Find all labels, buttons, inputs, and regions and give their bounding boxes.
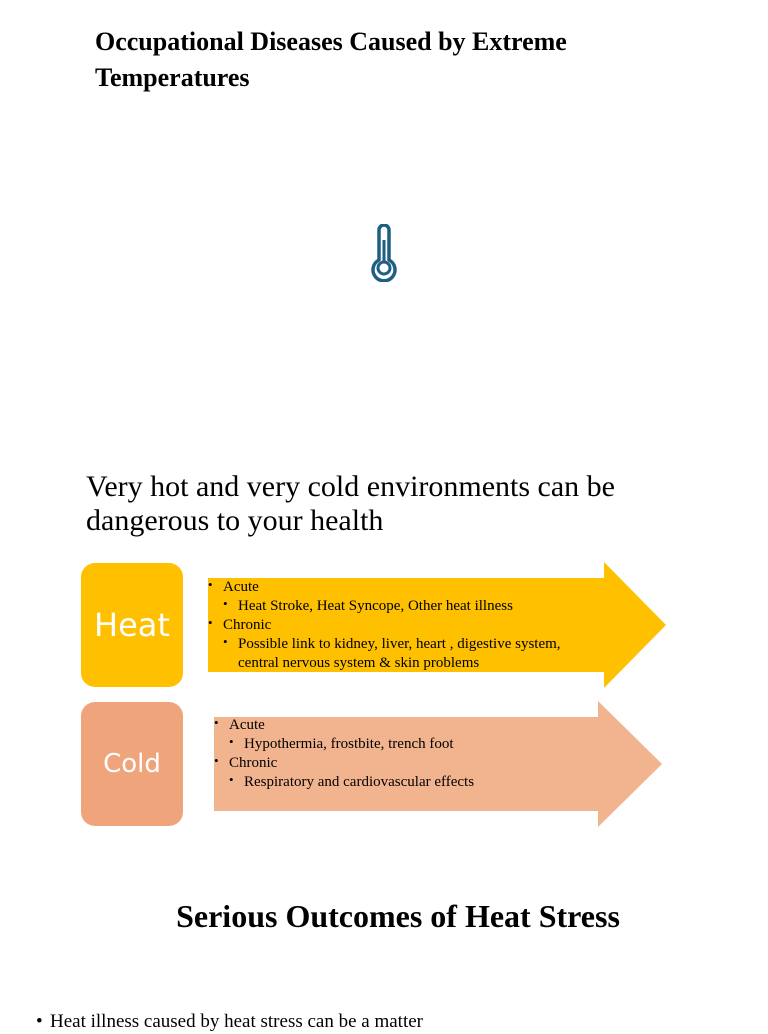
heat-item-acute: • Acute	[208, 578, 598, 597]
intro-text: Very hot and very cold environments can be dangerous to your health	[86, 470, 615, 537]
cold-item-chronic: • Chronic	[214, 754, 604, 773]
section-heading: Serious Outcomes of Heat Stress	[176, 898, 620, 934]
body-bullet-text: Heat illness caused by heat stress can be a matter	[50, 1011, 423, 1032]
cold-list	[214, 716, 604, 792]
document-title: Occupational Diseases Caused by Extreme Temperatures	[95, 27, 567, 92]
heat-label-box	[81, 563, 183, 687]
bullet-icon: •	[36, 1011, 43, 1032]
cold-item-chronic-detail: • Respiratory and cardiovascular effects	[214, 773, 604, 792]
cold-item-acute-detail: • Hypothermia, frostbite, trench foot	[214, 735, 604, 754]
heat-arrow	[208, 562, 666, 688]
cold-label-box	[81, 702, 183, 826]
heat-list	[208, 578, 598, 673]
heat-item-acute-detail: • Heat Stroke, Heat Syncope, Other heat illness	[208, 597, 598, 616]
cold-arrow	[214, 701, 662, 827]
cold-item-acute: • Acute	[214, 716, 604, 735]
thermometer-icon	[368, 224, 400, 282]
heat-label: Heat	[94, 606, 170, 644]
heat-item-chronic: • Chronic	[208, 616, 598, 635]
heat-item-chronic-detail: • Possible link to kidney, liver, heart , digestive system, central nervous system & skin problems	[208, 635, 598, 673]
body-bullet	[36, 1010, 736, 1034]
cold-label: Cold	[103, 749, 161, 779]
